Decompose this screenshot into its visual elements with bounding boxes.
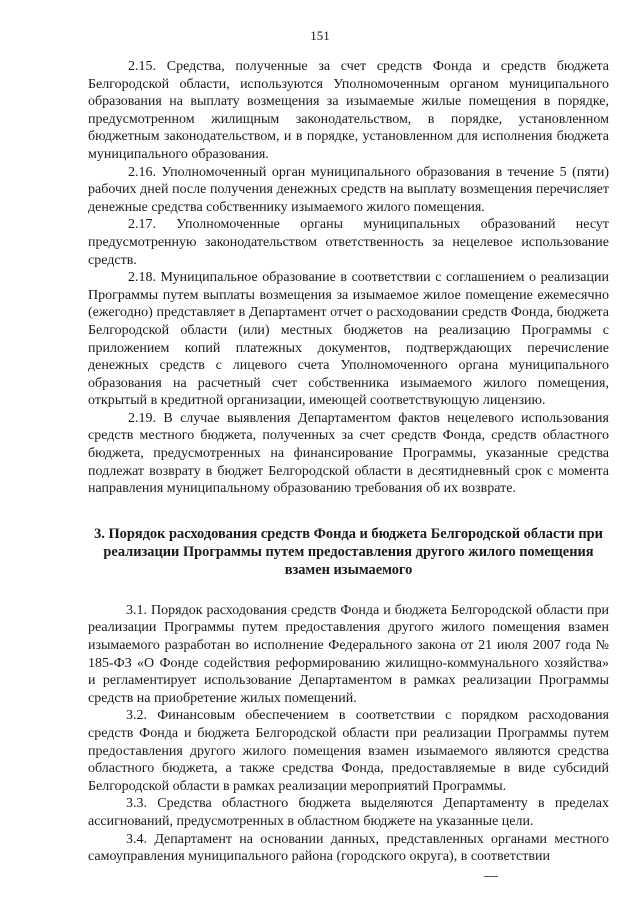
paragraph-3-2: 3.2. Финансовым обеспечением в соответствии с порядком расходования средств Фонда и бюджета Белгородской области при реализации Программы путем предоставления другого жилого помещения взамен изымаемого являются средства областного бюджета, а также средства Фонда, предоставляемые в виде субсидий Белгородской области в рамках реализации мероприятий Программы. bbox=[88, 708, 609, 794]
section-2-paragraphs bbox=[88, 58, 609, 498]
paragraph-2-17: 2.17. Уполномоченные органы муниципальных образований несут предусмотренную законодательством ответственность за нецелевое использование средств. bbox=[88, 217, 609, 268]
footer-dash-mark bbox=[484, 876, 498, 877]
paragraph-2-16: 2.16. Уполномоченный орган муниципального образования в течение 5 (пяти) рабочих дней после получения денежных средств на выплату возмещения перечисляет денежные средства собственнику изымаемого жилого помещения. bbox=[88, 164, 609, 215]
section-3-paragraphs bbox=[88, 602, 609, 866]
page-number: 151 bbox=[310, 28, 330, 43]
paragraph-3-4: 3.4. Департамент на основании данных, представленных органами местного самоуправления муниципального района (городского округа), в соответствии bbox=[88, 831, 609, 865]
paragraph-2-15: 2.15. Средства, полученные за счет средств Фонда и средств бюджета Белгородской области, используются Уполномоченным органом муниципального образования на выплату возмещения за изымаемые жилые помещения в порядке, предусмотренном жилищным законодательством, в порядке, установленном бюджетным законодательством, и в порядке, установленном для исполнения бюджета муниципального образования. bbox=[88, 59, 609, 162]
paragraph-2-18: 2.18. Муниципальное образование в соответствии с соглашением о реализации Программы путем выплаты возмещения за изымаемое жилое помещение ежемесячно (ежегодно) представляет в Департамент отчет о расходовании средств Фонда, бюджета Белгородской области (или) местных бюджетов на реализацию Программы с приложением копий платежных документов, подтверждающих перечисление денежных средств с лицевого счета Уполномоченного органа муниципального образования на расчетный счет собственника изымаемого жилого помещения, открытый в кредитной организации, имеющей соответствующую лицензию. bbox=[88, 270, 609, 409]
paragraph-2-19: 2.19. В случае выявления Департаментом фактов нецелевого использования средств местного бюджета, полученных за счет средств Фонда, средств областного бюджета, предусмотренных на финансирование Программы, указанные средства подлежат возврату в бюджет Белгородской области в десятидневный срок с момента направления муниципальному образованию требования об их возврате. bbox=[88, 410, 609, 497]
paragraph-3-1: 3.1. Порядок расходования средств Фонда и бюджета Белгородской области при реализации Программы путем предоставления другого жилого помещения взамен изымаемого разработан во исполнение Федерального закона от 21 июля 2007 года № 185-ФЗ «О Фонде содействия реформированию жилищно-коммунального хозяйства» и регламентирует использование Департаментом в рамках реализации Программы средств на приобретение жилых помещений. bbox=[88, 602, 609, 706]
section-3-heading: 3. Порядок расходования средств Фонда и бюджета Белгородской области при реализации Программы путем предоставления другого жилого помещения взамен изымаемого bbox=[94, 525, 603, 578]
document-body bbox=[88, 58, 609, 866]
paragraph-3-3: 3.3. Средства областного бюджета выделяются Департаменту в пределах ассигнований, предусмотренных в областном бюджете на указанные цели. bbox=[88, 796, 609, 829]
